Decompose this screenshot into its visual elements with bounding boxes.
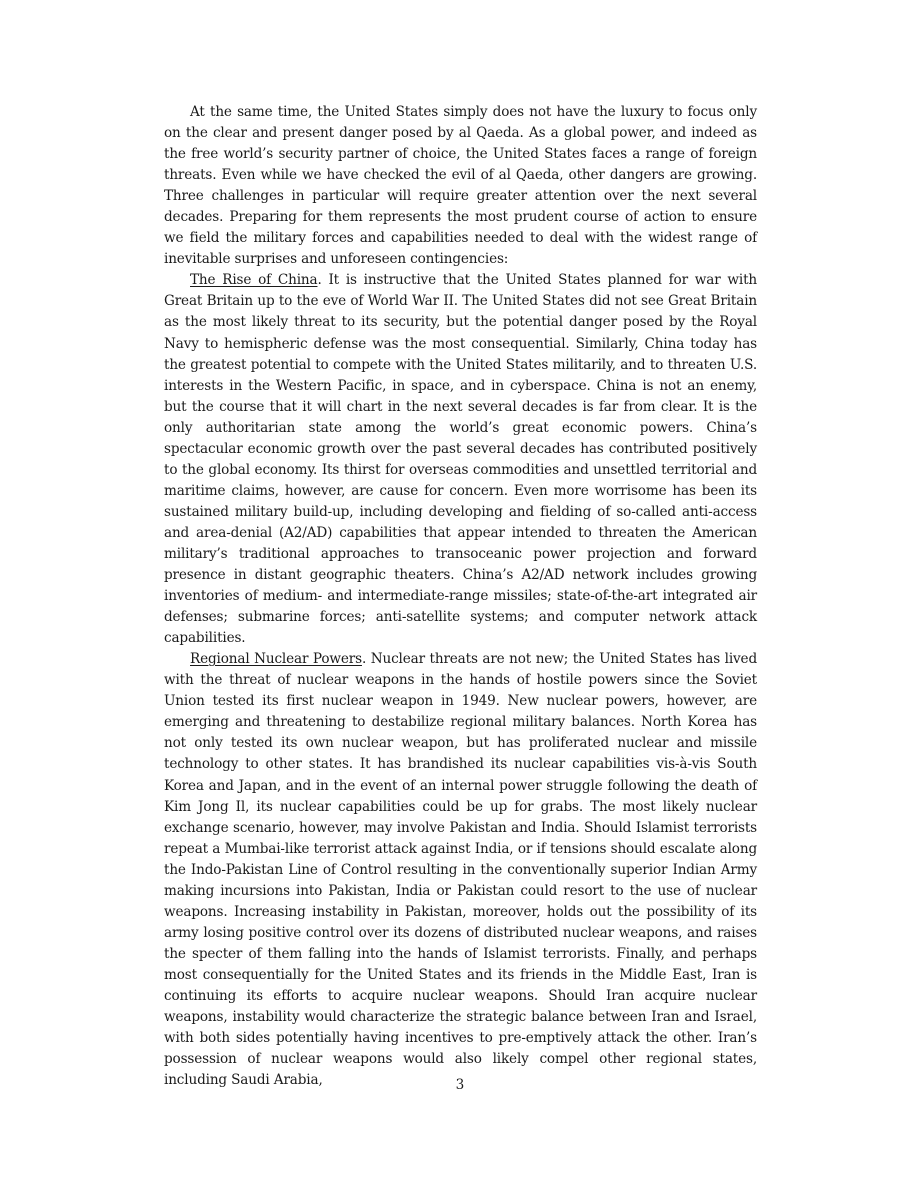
paragraph-rise-of-china-text: . It is instructive that the United States planned for war with Great Britain up to the eve of World War II. The United States did not see Great Britain as the most likely threat to its security, but the potential danger posed by the Royal Navy to hemispheric defense was the most consequential. Similarly, China today has the greatest potential to compete with the United States militarily, and to threaten U.S. interests in the Western Pacific, in space, and in cyberspace. China is not an enemy, but the course that it will chart in the next several decades is far from clear. It is the only authoritarian state among the world’s great economic powers. China’s spectacular economic growth over the past several decades has contributed positively to the global economy. Its thirst for overseas commodities and unsettled territorial and maritime claims, however, are cause for concern. Even more worrisome has been its sustained military build-up, including developing and fielding of so-called anti-access and area-denial (A2/AD) capabilities that appear intended to threaten the American military’s traditional approaches to transoceanic power projection and forward presence in distant geographic theaters. China’s A2/AD network includes growing inventories of medium- and intermediate-range missiles; state-of-the-art integrated air defenses; submarine forces; anti-satellite systems; and computer network attack capabilities. xyxy=(164,272,757,647)
paragraph-rise-of-china xyxy=(164,270,757,649)
paragraph-intro xyxy=(164,102,757,270)
document-body xyxy=(164,102,757,1091)
paragraph-regional-nuclear-powers xyxy=(164,649,757,1091)
section-heading-regional-nuclear-powers: Regional Nuclear Powers xyxy=(190,651,362,668)
section-heading-rise-of-china: The Rise of China xyxy=(190,272,318,289)
paragraph-regional-nuclear-powers-text: . Nuclear threats are not new; the United States has lived with the threat of nuclear weapons in the hands of hostile powers since the Soviet Union tested its first nuclear weapon in 1949. New nuclear powers, however, are emerging and threatening to destabilize regional military balances. North Korea has not only tested its own nuclear weapon, but has proliferated nuclear and missile technology to other states. It has brandished its nuclear capabilities vis-à-vis South Korea and Japan, and in the event of an internal power struggle following the death of Kim Jong Il, its nuclear capabilities could be up for grabs. The most likely nuclear exchange scenario, however, may involve Pakistan and India. Should Islamist terrorists repeat a Mumbai-like terrorist attack against India, or if tensions should escalate along the Indo-Pakistan Line of Control resulting in the conventionally superior Indian Army making incursions into Pakistan, India or Pakistan could resort to the use of nuclear weapons. Increasing instability in Pakistan, moreover, holds out the possibility of its army losing positive control over its dozens of distributed nuclear weapons, and raises the specter of them falling into the hands of Islamist terrorists. Finally, and perhaps most consequentially for the United States and its friends in the Middle East, Iran is continuing its efforts to acquire nuclear weapons. Should Iran acquire nuclear weapons, instability would characterize the strategic balance between Iran and Israel, with both sides potentially having incentives to pre-emptively attack the other. Iran’s possession of nuclear weapons would also likely compel other regional states, including Saudi Arabia, xyxy=(164,651,757,1089)
page-number: 3 xyxy=(455,1077,465,1093)
paragraph-intro-text: At the same time, the United States simply does not have the luxury to focus only on the clear and present danger posed by al Qaeda. As a global power, and indeed as the free world’s security partner of choice, the United States faces a range of foreign threats. Even while we have checked the evil of al Qaeda, other dangers are growing. Three challenges in particular will require greater attention over the next several decades. Preparing for them represents the most prudent course of action to ensure we field the military forces and capabilities needed to deal with the widest range of inevitable surprises and unforeseen contingencies: xyxy=(164,104,757,268)
